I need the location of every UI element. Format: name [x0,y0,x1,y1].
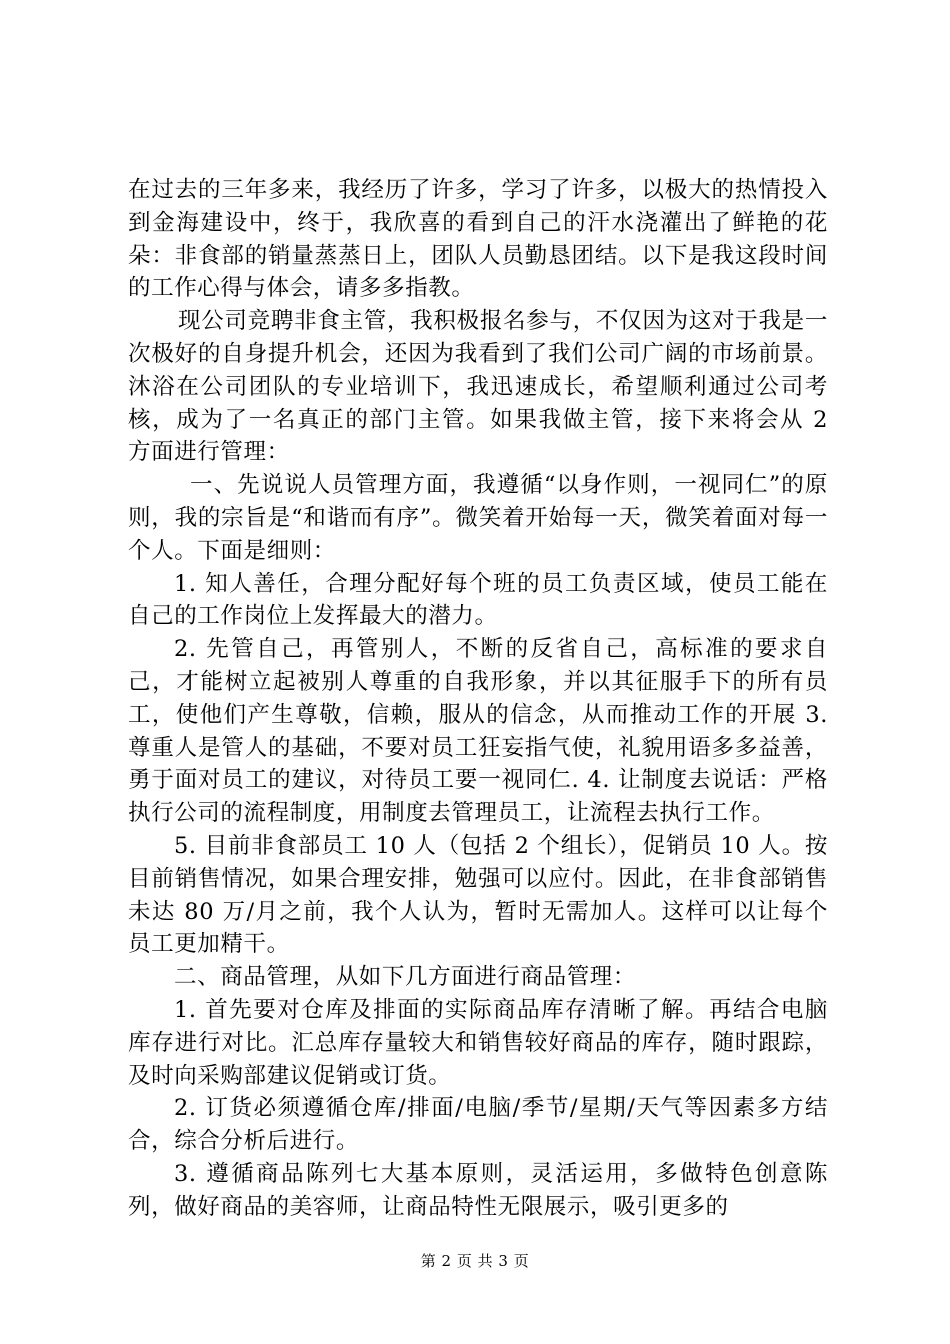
paragraph-item-1: 1. 知人善任，合理分配好每个班的员工负责区域，使员工能在自己的工作岗位上发挥最大的潜力。 [128,570,828,630]
paragraph-item-5: 5. 目前非食部员工 10 人（包括 2 个组长），促销员 10 人。按目前销售情况，如果合理安排，勉强可以应付。因此，在非食部销售未达 80 万/月之前，我个人认为，暂时无需加人。这样可以让每个员工更加精干。 [128,832,828,958]
document-body [128,174,828,1224]
paragraph-intro: 在过去的三年多来，我经历了许多，学习了许多，以极大的热情投入到金海建设中，终于，我欣喜的看到自己的汗水浇灌出了鲜艳的花朵：非食部的销量蒸蒸日上，团队人员勤恳团结。以下是我这段时间的工作心得与体会，请多多指教。 [128,177,828,302]
paragraph-section-two-heading: 二、商品管理，从如下几方面进行商品管理： [174,964,637,991]
paragraph-goods-item-2: 2. 订货必须遵循仓库/排面/电脑/季节/星期/天气等因素多方结合，综合分析后进行。 [128,1095,828,1155]
page-footer: 第 2 页 共 3 页 [420,1252,530,1270]
paragraph-goods-item-1: 1. 首先要对仓库及排面的实际商品库存清晰了解。再结合电脑库存进行对比。汇总库存量较大和销售较好商品的库存，随时跟踪，及时向采购部建议促销或订货。 [128,996,828,1089]
paragraph-item-2: 2. 先管自己，再管别人，不断的反省自己，高标准的要求自己，才能树立起被别人尊重的自我形象，并以其征服手下的所有员工，使他们产生尊敬，信赖，服从的信念，从而推动工作的开展 3. 尊重人是管人的基础，不要对员工狂妄指气使，礼貌用语多多益善，勇于面对员工的建议，对待员工要一视同仁. 4. 让制度去说话：严格执行公司的流程制度，用制度去管理员工，让流程去执行工作。 [128,636,828,827]
paragraph-goods-item-3: 3. 遵循商品陈列七大基本原则，灵活运用，多做特色创意陈列，做好商品的美容师，让商品特性无限展示，吸引更多的 [128,1160,828,1220]
paragraph-section-one-heading: 一、先说说人员管理方面，我遵循“以身作则，一视同仁”的原则，我的宗旨是“和谐而有序”。微笑着开始每一天，微笑着面对每一个人。下面是细则： [128,472,828,564]
paragraph-competition: 现公司竞聘非食主管，我积极报名参与，不仅因为这对于我是一次极好的自身提升机会，还因为我看到了我们公司广阔的市场前景。沐浴在公司团队的专业培训下，我迅速成长，希望顺利通过公司考核，成为了一名真正的部门主管。如果我做主管，接下来将会从 2 方面进行管理： [128,308,828,466]
